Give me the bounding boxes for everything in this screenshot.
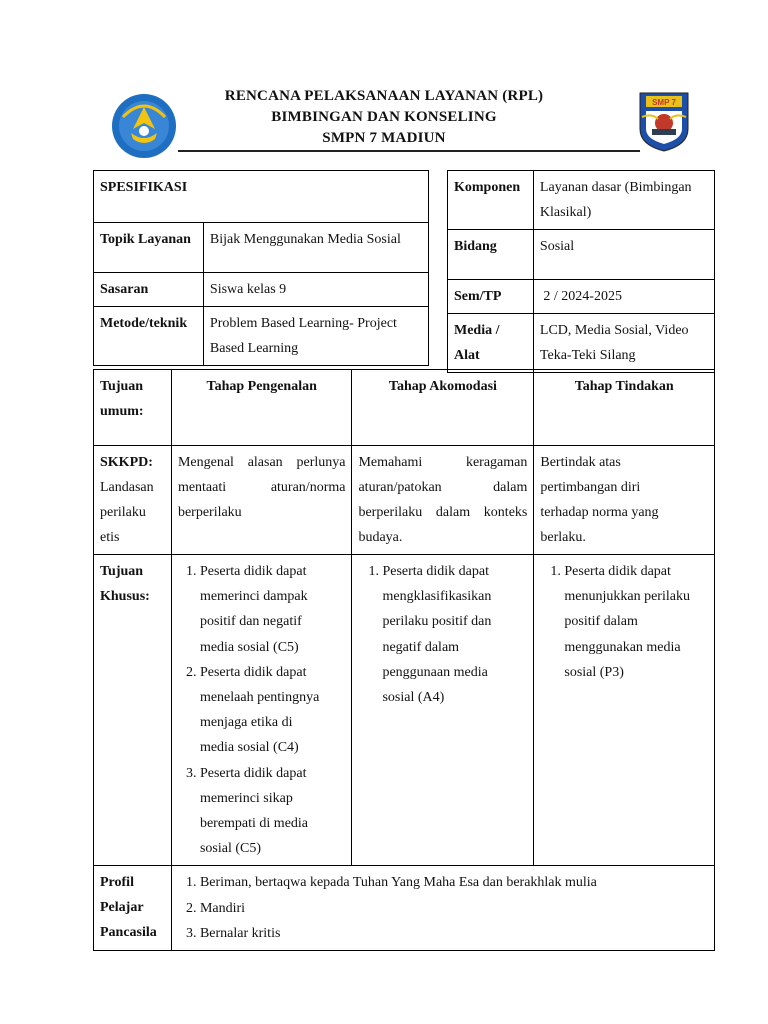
list-item: 1. Peserta didik dapat mengklasifikasikan perilaku positif dan negatif dalam penggunaan media sosial (A4) (382, 559, 527, 710)
smp7-logo (638, 89, 690, 153)
comp-label-media: Media / Alat (448, 314, 534, 373)
specification-table (93, 170, 429, 366)
skkpd-label-rest: Landasan perilaku etis (100, 480, 154, 545)
tut-wuri-handayani-logo (111, 93, 177, 159)
profil-label: Profil Pelajar Pancasila (94, 866, 172, 951)
spec-label-sasaran: Sasaran (94, 273, 204, 307)
skkpd-tindakan-text: Bertindak atas pertimbangan diri terhadap norma yang berlaku. (540, 455, 659, 545)
comp-value-semtp: 2 / 2024-2025 (533, 280, 714, 314)
skkpd-tindakan (534, 446, 715, 555)
khusus-pengenalan (171, 555, 352, 866)
header-tahap-tindakan: Tahap Tindakan (534, 370, 715, 446)
comp-value-media: LCD, Media Sosial, Video Teka-Teki Silang (533, 314, 714, 373)
header-tujuan-umum: Tujuan umum: (94, 370, 172, 446)
title-line-2: BIMBINGAN DAN KONSELING (271, 109, 497, 125)
khusus-pengenalan-list (178, 559, 342, 861)
khusus-label: Tujuan Khusus: (94, 555, 172, 866)
profil-list (178, 870, 708, 946)
spec-value-metode: Problem Based Learning- Project Based Learning (203, 307, 428, 366)
skkpd-label (94, 446, 172, 555)
khusus-akomodasi (352, 555, 534, 866)
spec-value-sasaran: Siswa kelas 9 (203, 273, 428, 307)
comp-label-komponen: Komponen (448, 171, 534, 230)
list-item: 2. Mandiri (200, 896, 708, 921)
comp-label-bidang: Bidang (448, 230, 534, 280)
title-line-3: SMPN 7 MADIUN (322, 130, 446, 146)
khusus-akomodasi-list (358, 559, 527, 710)
main-table (93, 369, 715, 951)
profil-items (171, 866, 714, 951)
title-block (170, 86, 598, 149)
khusus-tindakan (534, 555, 715, 866)
comp-label-semtp: Sem/TP (448, 280, 534, 314)
header-tahap-pengenalan: Tahap Pengenalan (171, 370, 352, 446)
title-line-1: RENCANA PELAKSANAAN LAYANAN (RPL) (224, 88, 544, 104)
document-header (0, 0, 768, 160)
comp-value-bidang: Sosial (533, 230, 714, 280)
spec-label-metode: Metode/teknik (94, 307, 204, 366)
header-divider (178, 150, 640, 152)
svg-text:SMP 7: SMP 7 (652, 98, 676, 107)
spec-value-topik: Bijak Menggunakan Media Sosial (203, 223, 428, 273)
skkpd-label-bold: SKKPD: (100, 455, 153, 470)
list-item: 3. Peserta didik dapat memerinci sikap berempati di media sosial (C5) (200, 761, 342, 862)
spec-label-topik: Topik Layanan (94, 223, 204, 273)
header-tahap-akomodasi: Tahap Akomodasi (352, 370, 534, 446)
comp-value-komponen: Layanan dasar (Bimbingan Klasikal) (533, 171, 714, 230)
spec-heading: SPESIFIKASI (94, 171, 429, 223)
list-item: 1. Peserta didik dapat memerinci dampak positif dan negatif media sosial (C5) (200, 559, 342, 660)
skkpd-pengenalan: Mengenal alasan perlunya mentaati aturan/norma berperilaku (171, 446, 352, 555)
list-item: 1. Peserta didik dapat menunjukkan perilaku positif dalam menggunakan media sosial (P3) (564, 559, 708, 685)
list-item: 1. Beriman, bertaqwa kepada Tuhan Yang Maha Esa dan berakhlak mulia (200, 870, 708, 895)
component-table (447, 170, 715, 373)
list-item: 2. Peserta didik dapat menelaah pentingnya menjaga etika di media sosial (C4) (200, 660, 342, 761)
list-item: 3. Bernalar kritis (200, 921, 708, 946)
skkpd-akomodasi: Memahami keragaman aturan/patokan dalam berperilaku dalam konteks budaya. (352, 446, 534, 555)
khusus-tindakan-list (540, 559, 708, 685)
